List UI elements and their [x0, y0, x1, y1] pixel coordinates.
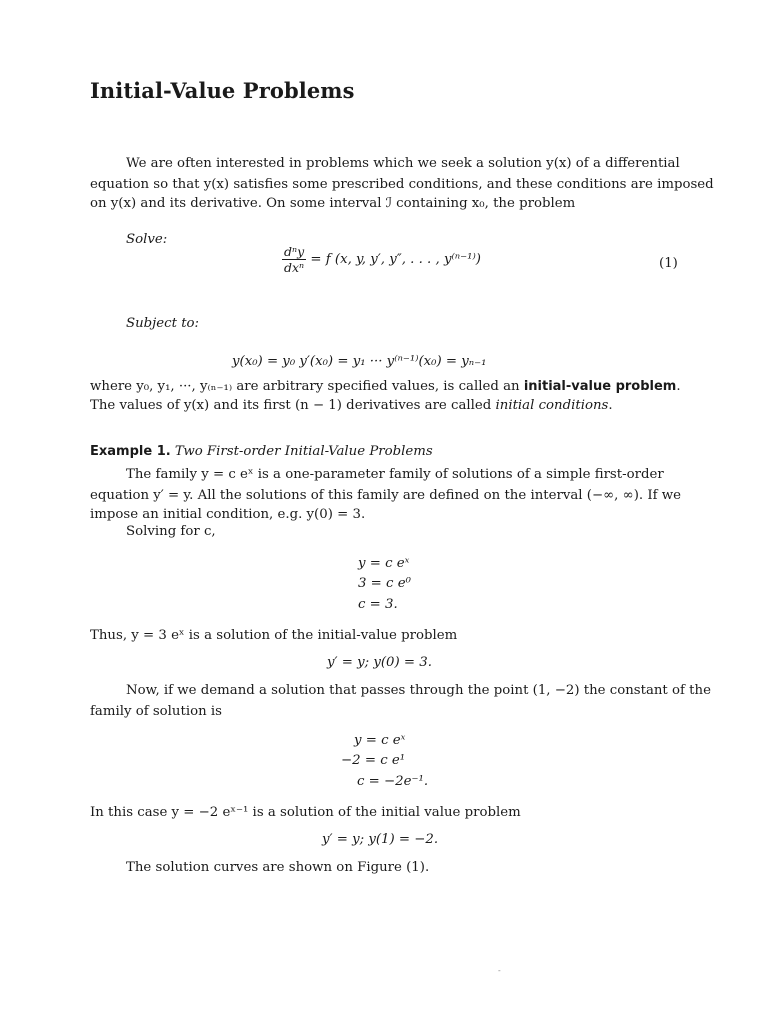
page-mark: -: [498, 966, 501, 975]
subject-label: Subject to:: [126, 316, 200, 331]
fraction-denominator: dxⁿ: [284, 260, 305, 275]
term-initial-conditions: initial conditions: [495, 398, 609, 413]
intro-line-1: We are often interested in problems which we seek a solution y(x) of a differential: [126, 156, 680, 171]
now-line-2: family of solution is: [90, 704, 222, 719]
solving-for-line: Solving for c,: [126, 524, 216, 539]
derivative-fraction: [282, 244, 306, 275]
ivp-1: y′ = y; y(0) = 3.: [327, 655, 432, 670]
where-line-1-end: .: [676, 379, 681, 394]
ivp-2: y′ = y; y(1) = −2.: [322, 832, 439, 847]
where-line-1: [90, 377, 681, 396]
example-heading: [90, 442, 433, 461]
intro-line-3: on y(x) and its derivative. On some interval ℐ containing x₀, the problem: [90, 196, 576, 211]
page-title: Initial-Value Problems: [90, 78, 355, 103]
equation-1-tag: (1): [659, 256, 678, 271]
term-initial-value-problem: initial-value problem: [523, 379, 677, 394]
now-line-1: Now, if we demand a solution that passes through the point (1, −2) the constant of the: [126, 683, 711, 698]
system-2-line-1: y = c eˣ: [354, 733, 406, 748]
system-1-line-1: y = c eˣ: [358, 556, 410, 571]
curves-line: The solution curves are shown on Figure (1).: [126, 860, 430, 875]
system-1-line-3: c = 3.: [358, 597, 398, 612]
system-2-line-3: c = −2e⁻¹.: [357, 774, 429, 789]
where-line-2-text: The values of y(x) and its first (n − 1) derivatives are called: [90, 398, 496, 413]
example-para-line-2: equation y′ = y. All the solutions of this family are defined on the interval (−∞, ∞). If we: [90, 488, 681, 503]
where-line-2: [90, 396, 613, 415]
case-line: In this case y = −2 eˣ⁻¹ is a solution of the initial value problem: [90, 805, 521, 820]
solve-label: Solve:: [126, 232, 168, 247]
example-para-line-3: impose an initial condition, e.g. y(0) = 3.: [90, 507, 366, 522]
where-line-1-text: where y₀, y₁, ···, y₍ₙ₋₁₎ are arbitrary specified values, is called an: [90, 379, 524, 394]
equation-1-rhs: = f (x, y, y′, y″, . . . , y⁽ⁿ⁻¹⁾): [310, 252, 481, 267]
intro-line-2: equation so that y(x) satisfies some prescribed conditions, and these conditions are imposed: [90, 177, 714, 192]
system-2-line-2: −2 = c e¹: [341, 753, 406, 768]
equation-1: [282, 244, 481, 275]
example-title: Two First-order Initial-Value Problems: [174, 444, 433, 459]
thus-line: Thus, y = 3 eˣ is a solution of the initial-value problem: [90, 628, 458, 643]
example-label: Example 1.: [90, 444, 171, 459]
system-1-line-2: 3 = c e⁰: [358, 576, 411, 591]
example-para-line-1: The family y = c eˣ is a one-parameter family of solutions of a simple first-order: [126, 467, 664, 482]
fraction-numerator: dⁿy: [284, 244, 305, 259]
initial-conditions-equation: y(x₀) = y₀ y′(x₀) = y₁ ··· y⁽ⁿ⁻¹⁾(x₀) = yₙ₋₁: [232, 354, 487, 369]
where-line-2-end: .: [608, 398, 613, 413]
